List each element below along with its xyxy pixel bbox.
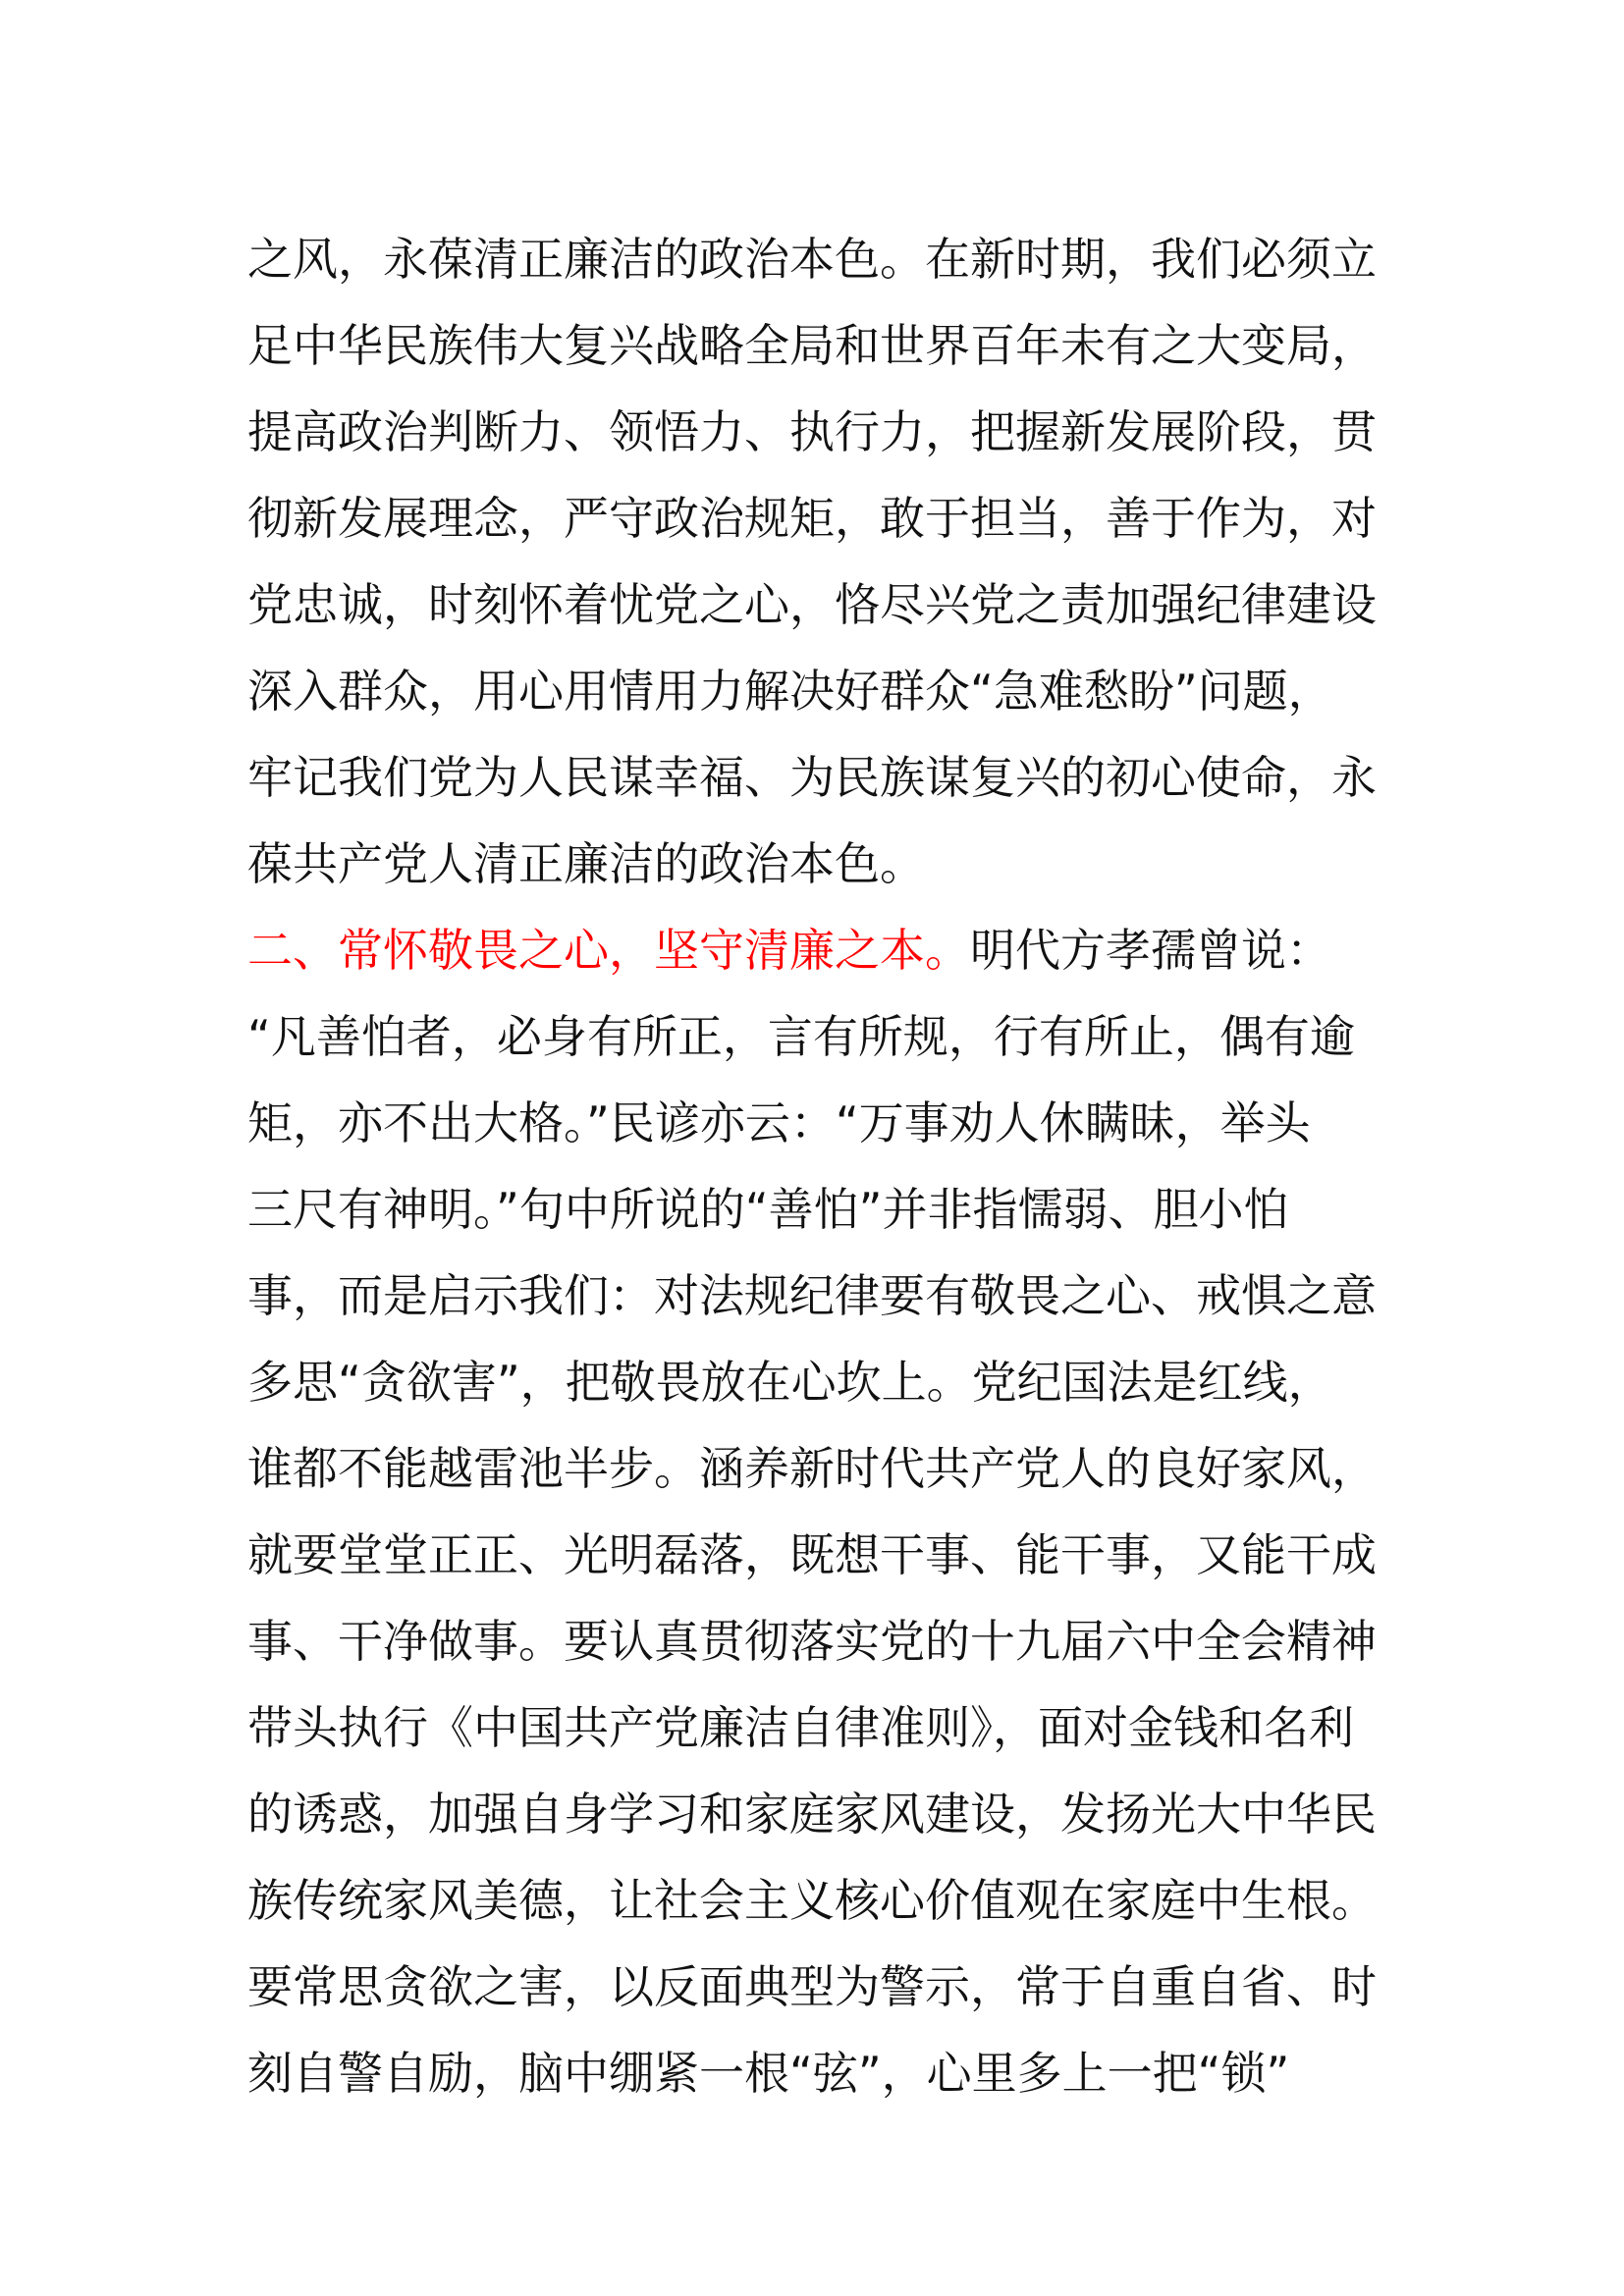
text-line: 葆共产党人清正廉洁的政治本色。 [247, 837, 925, 890]
section-heading: 二、常怀敬畏之心，坚守清廉之本。 [247, 924, 970, 977]
text-line: “凡善怕者，必身有所正，言有所规，行有所止，偶有逾 [247, 1010, 1355, 1063]
section-2-first-line [247, 907, 1386, 993]
text-line: 要常思贪欲之害，以反面典型为警示，常于自重自省、时 [247, 1960, 1377, 2013]
text-line: 足中华民族伟大复兴战略全局和世界百年未有之大变局， [247, 319, 1377, 372]
text-line: 深入群众，用心用情用力解决好群众“急难愁盼”问题， [247, 665, 1333, 718]
text-line: 牢记我们党为人民谋幸福、为民族谋复兴的初心使命，永 [247, 751, 1377, 804]
text-line: 刻自警自励，脑中绷紧一根“弦”，心里多上一把“锁” [247, 2047, 1290, 2100]
text-line: 彻新发展理念，严守政治规矩，敢于担当，善于作为，对 [247, 492, 1377, 545]
document-page [247, 216, 1386, 2116]
text-line: 矩，亦不出大格。”民谚亦云：“万事劝人休瞒昧，举头 [247, 1096, 1311, 1149]
text-line: 的诱惑，加强自身学习和家庭家风建设，发扬光大中华民 [247, 1788, 1377, 1841]
text-line: 事、干净做事。要认真贯彻落实党的十九届六中全会精神 [247, 1615, 1377, 1668]
text-line: 多思“贪欲害”，把敬畏放在心坎上。党纪国法是红线， [247, 1356, 1333, 1409]
text-fragment: 明代方孝孺曾说： [970, 924, 1331, 977]
paragraph-1 [247, 216, 1386, 907]
section-2 [247, 907, 1386, 2116]
text-line: 谁都不能越雷池半步。涵养新时代共产党人的良好家风， [247, 1442, 1377, 1495]
text-line: 三尺有神明。”句中所说的“善怕”并非指懦弱、胆小怕 [247, 1183, 1289, 1236]
text-line: 之风，永葆清正廉洁的政治本色。在新时期，我们必须立 [247, 233, 1377, 286]
text-line: 党忠诚，时刻怀着忧党之心，恪尽兴党之责加强纪律建设 [247, 578, 1377, 631]
text-line: 就要堂堂正正、光明磊落，既想干事、能干事，又能干成 [247, 1528, 1377, 1581]
text-line: 族传统家风美德，让社会主义核心价值观在家庭中生根。 [247, 1874, 1377, 1927]
text-line: 事，而是启示我们：对法规纪律要有敬畏之心、戒惧之意 [247, 1269, 1377, 1322]
text-line: 带头执行《中国共产党廉洁自律准则》，面对金钱和名利 [247, 1701, 1354, 1754]
text-line: 提高政治判断力、领悟力、执行力，把握新发展阶段，贯 [247, 405, 1377, 458]
